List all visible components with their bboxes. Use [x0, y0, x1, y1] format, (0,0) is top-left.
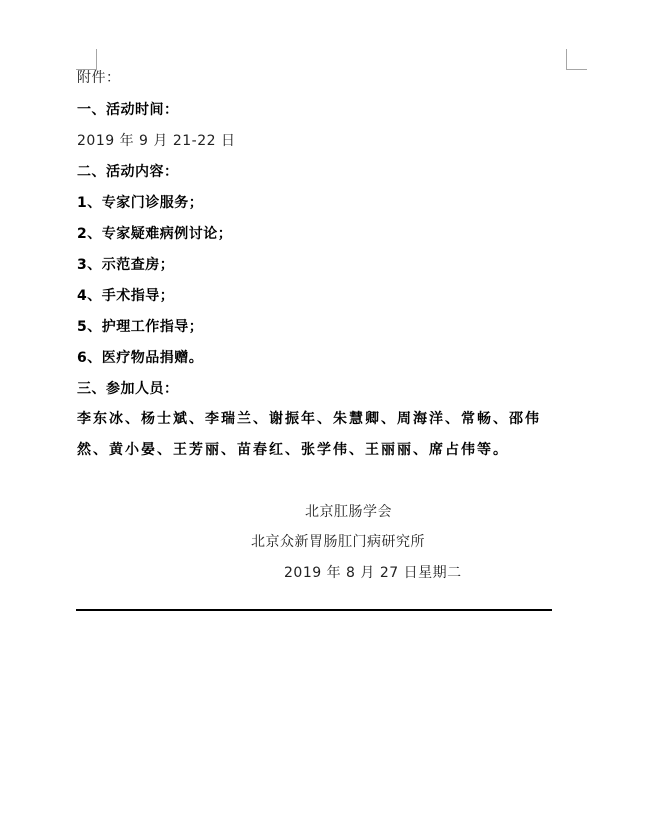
participants-line-1: 李东冰、杨士斌、李瑞兰、谢振年、朱慧卿、周海洋、常畅、邵伟 — [77, 411, 541, 427]
horizontal-rule — [76, 609, 552, 611]
content-item-4: 4、手术指导； — [77, 288, 175, 304]
content-item-3: 3、示范查房； — [77, 257, 175, 273]
content-item-5: 5、护理工作指导； — [77, 319, 204, 335]
content-item-2: 2、专家疑难病例讨论； — [77, 226, 233, 242]
attachment-label: 附件： — [77, 70, 121, 86]
signature-date: 2019 年 8 月 27 日星期二 — [284, 565, 462, 581]
page-corner-mark-top-right — [566, 49, 587, 70]
participants-line-2: 然、黄小晏、王芳丽、苗春红、张学伟、王丽丽、席占伟等。 — [77, 442, 509, 458]
section-heading-participants: 三、参加人员： — [77, 381, 179, 397]
signature-org-1: 北京肛肠学会 — [305, 504, 392, 520]
activity-date-range: 2019 年 9 月 21-22 日 — [77, 133, 236, 149]
content-item-1: 1、专家门诊服务； — [77, 195, 204, 211]
section-heading-content: 二、活动内容： — [77, 164, 179, 180]
section-heading-time: 一、活动时间： — [77, 102, 179, 118]
signature-org-2: 北京众新胃肠肛门病研究所 — [251, 534, 425, 550]
page-corner-mark-top-left — [76, 49, 97, 70]
content-item-6: 6、医疗物品捐赠。 — [77, 350, 204, 366]
